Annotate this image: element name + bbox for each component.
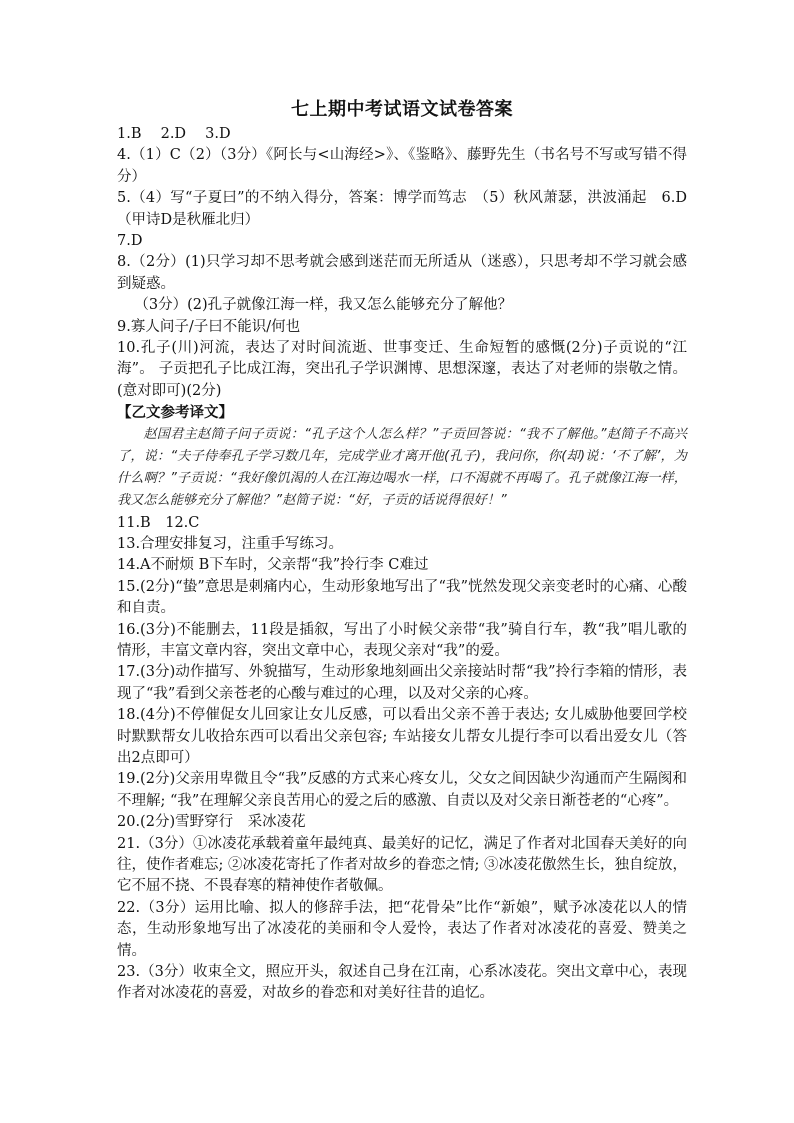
answer-line: 5.（4）写“子夏曰”的不纳入得分，答案：博学而笃志 （5）秋风萧瑟，洪波涌起 6.D（甲诗D是秋雁北归） xyxy=(117,190,687,228)
answer-line: 1.B 2.D 3.D xyxy=(117,126,231,142)
answer-line: 9.寡人问子/子曰不能识/何也 xyxy=(117,318,301,335)
answer-line: 18.(4分)不停催促女儿回家让女儿反感，可以看出父亲不善于表达; 女儿威胁他要回学校时默默帮女儿收拾东西可以看出父亲包容; 车站接女儿帮女儿提行李可以看出爱女儿（答出2点即可） xyxy=(117,707,687,766)
answer-sheet xyxy=(117,96,687,1005)
answer-line: 21.（3分）①冰凌花承载着童年最纯真、最美好的记忆，满足了作者对北国春天美好的向往，使作者难忘; ②冰凌花寄托了作者对故乡的眷恋之情; ③冰凌花傲然生长，独自绽放，它不屈不挠、不畏春寒的精神使作者敬佩。 xyxy=(117,835,687,895)
answer-line: 8.（2分）(1)只学习却不思考就会感到迷茫而无所适从（迷惑），只思考却不学习就会感到疑惑。 xyxy=(117,254,687,292)
answer-line: 11.B 12.C xyxy=(117,514,200,531)
answer-line: （3分）(2)孔子就像江海一样，我又怎么能够充分了解他？ xyxy=(134,297,513,314)
answer-line: 14.A不耐烦 B下车时，父亲帮“我”拎行李 C难过 xyxy=(117,557,429,574)
answer-line: 16.(3分)不能删去，11段是插叙，写出了小时候父亲带“我”骑自行车，教“我”唱儿歌的情形，丰富文章内容，突出文章中心，表现父亲对“我”的爱。 xyxy=(117,621,687,659)
answer-line: 7.D xyxy=(117,233,143,250)
answer-line: 19.(2分)父亲用卑微且令“我”反感的方式来心疼女儿，父女之间因缺少沟通而产生隔阂和不理解; “我”在理解父亲良苦用心的爱之后的感激、自责以及对父亲日渐苍老的“心疼”。 xyxy=(117,771,687,809)
answer-line: 4.（1）C（2）（3分）《阿长与<山海经>》、《鉴略》、藤野先生（书名号不写或写错不得分） xyxy=(117,147,687,185)
page-title: 七上期中考试语文试卷答案 xyxy=(291,99,513,120)
translation-paragraph: 赵国君主赵简子问子贡说：“孔子这个人怎么样？”子贡回答说：“我不了解他。”赵简子不高兴了，说：“夫子侍奉孔子学习数几年，完成学业才离开他(孔子)，我问你，你(却)说：‘不了解’，为什么啊？”子贡说：“我好像饥渴的人在江海边喝水一样，口不渴就不再喝了。孔子就像江海一样，我又怎么能够充分了解他？”赵简子说：“好，子贡的话说得很好！” xyxy=(117,426,687,509)
answer-line: 17.(3分)动作描写、外貌描写，生动形象地刻画出父亲接站时帮“我”拎行李箱的情形，表现了“我”看到父亲苍老的心酸与难过的心理，以及对父亲的心疼。 xyxy=(117,664,687,702)
answer-line: 15.(2分)“蛰”意思是刺痛内心，生动形象地写出了“我”恍然发现父亲变老时的心痛、心酸和自责。 xyxy=(117,578,687,617)
answer-line: 13.合理安排复习，注重手写练习。 xyxy=(117,535,344,552)
answer-line: 23.（3分）收束全文，照应开头，叙述自己身在江南，心系冰凌花。突出文章中心，表现作者对冰凌花的喜爱，对故乡的眷恋和对美好往昔的追忆。 xyxy=(117,964,687,1002)
answer-line: 20.(2分)雪野穿行 采冰凌花 xyxy=(117,814,306,831)
answer-line: 22.（3分）运用比喻、拟人的修辞手法，把“花骨朵”比作“新娘”，赋予冰凌花以人的情态，生动形象地写出了冰凌花的美丽和令人爱怜，表达了作者对冰凌花的喜爱、赞美之情。 xyxy=(117,899,687,959)
section-heading: 【乙文参考译文】 xyxy=(117,404,233,422)
answer-line: 10.孔子(川)河流，表达了对时间流逝、世事变迁、生命短暂的感慨(2分)子贡说的“江海”。 子贡把孔子比成江海，突出孔子学识渊博、思想深邃，表达了对老师的崇敬之情。(意对即可)(2分) xyxy=(117,340,687,399)
